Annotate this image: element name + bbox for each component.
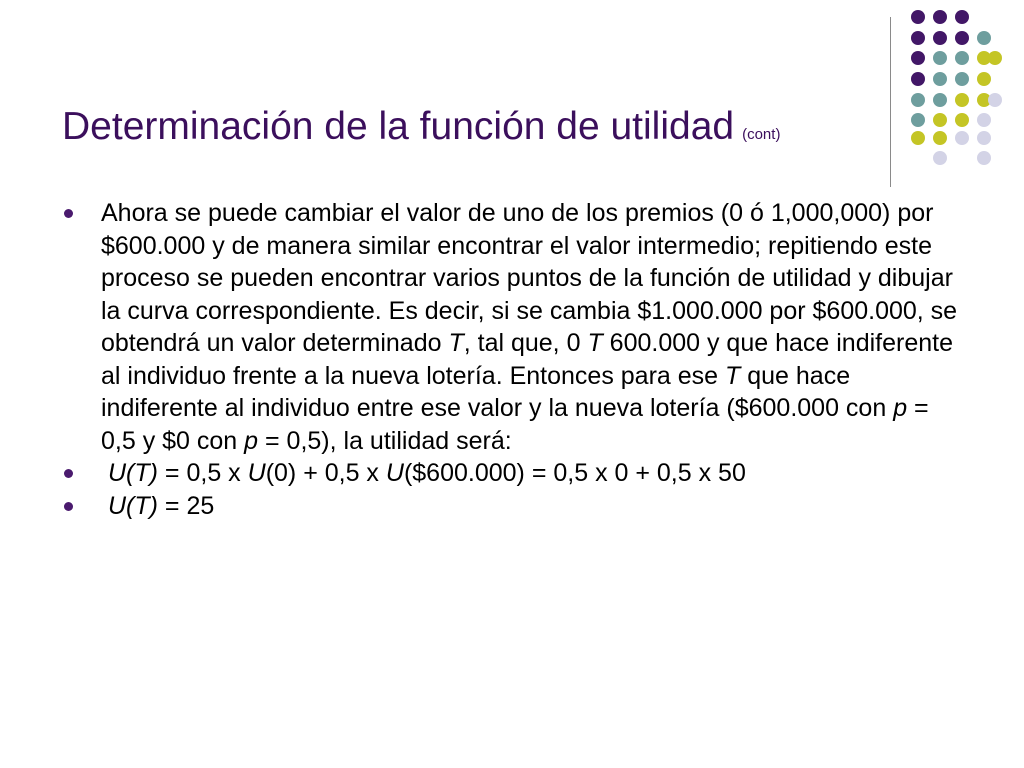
- bullet-item: [62, 490, 967, 523]
- decorative-dot: [933, 51, 947, 65]
- decorative-dot: [911, 10, 925, 24]
- decorative-dot: [933, 10, 947, 24]
- italic-symbol: U: [385, 459, 404, 487]
- decorative-dot: [977, 131, 991, 145]
- decorative-dot: [933, 113, 947, 127]
- decorative-dot: [933, 151, 947, 165]
- decorative-dot: [955, 93, 969, 107]
- slide-title: [62, 102, 780, 160]
- bullet-item: [62, 197, 967, 457]
- title-divider-line: [890, 17, 891, 187]
- bullet-dot-icon: [64, 209, 73, 218]
- bullet-text: [101, 199, 957, 455]
- decorative-dot: [933, 93, 947, 107]
- italic-symbol: p: [893, 394, 908, 422]
- decorative-dot: [955, 113, 969, 127]
- italic-symbol: T: [725, 361, 741, 390]
- decorative-dot: [911, 31, 925, 45]
- slide-title-text: Determinación de la función de utilidad: [62, 105, 735, 148]
- decorative-dot-grid: [0, 0, 1024, 200]
- italic-symbol: T: [587, 329, 603, 357]
- slide-title-suffix: (cont): [742, 126, 781, 143]
- decorative-dot: [933, 131, 947, 145]
- decorative-dot: [977, 93, 991, 107]
- text-segment: = 0,5 x: [157, 459, 248, 487]
- decorative-dot: [933, 72, 947, 86]
- italic-symbol: U(T): [108, 491, 158, 520]
- decorative-dot: [955, 51, 969, 65]
- decorative-dot: [977, 151, 991, 165]
- text-segment: , tal que, 0: [463, 329, 588, 357]
- decorative-dot: [933, 31, 947, 45]
- decorative-dot: [977, 31, 991, 45]
- text-segment: Ahora se puede cambiar el valor de uno de los premios (0 ó 1,000,000) por $600.000 y de manera similar encontrar el valor intermedio; repitiendo este proceso se pueden encontrar varios puntos de la función de utilidad y dibujar la curva correspondiente. Es decir, si se cambia $1.000.000 por $600.000, se obtendrá un valor determinado: [101, 199, 958, 357]
- decorative-dot: [911, 72, 925, 86]
- decorative-dot: [955, 10, 969, 24]
- bullet-text: [108, 492, 214, 520]
- decorative-dot: [911, 51, 925, 65]
- text-segment: (0) + 0,5 x: [265, 459, 386, 487]
- decorative-dot: [955, 131, 969, 145]
- italic-symbol: U: [247, 459, 266, 487]
- bullet-text: [108, 459, 746, 487]
- italic-symbol: p: [244, 426, 259, 455]
- decorative-dot: [988, 51, 1002, 65]
- decorative-dot: [955, 72, 969, 86]
- text-segment: = 0,5), la utilidad será:: [258, 426, 512, 455]
- bullet-dot-icon: [64, 469, 73, 478]
- decorative-dot: [911, 113, 925, 127]
- text-segment: = 0,5 y $0 con: [101, 394, 929, 455]
- decorative-dot: [977, 51, 991, 65]
- bullet-item: [62, 457, 967, 490]
- decorative-dot: [911, 131, 925, 145]
- bullet-dot-icon: [64, 502, 73, 511]
- italic-symbol: T: [448, 329, 464, 357]
- decorative-dot: [977, 72, 991, 86]
- decorative-dot: [977, 113, 991, 127]
- slide-body: [62, 197, 967, 522]
- decorative-dot: [988, 93, 1002, 107]
- text-segment: ($600.000) = 0,5 x 0 + 0,5 x 50: [403, 459, 746, 487]
- text-segment: que hace indiferente al individuo entre ese valor y la nueva lotería ($600.000 con: [101, 361, 894, 422]
- text-segment: 600.000 y que hace indiferente al individuo frente a la nueva lotería. Entonces para ese: [101, 329, 953, 390]
- decorative-dot: [955, 31, 969, 45]
- decorative-dot: [911, 93, 925, 107]
- italic-symbol: U(T): [108, 459, 158, 487]
- text-segment: = 25: [157, 491, 215, 520]
